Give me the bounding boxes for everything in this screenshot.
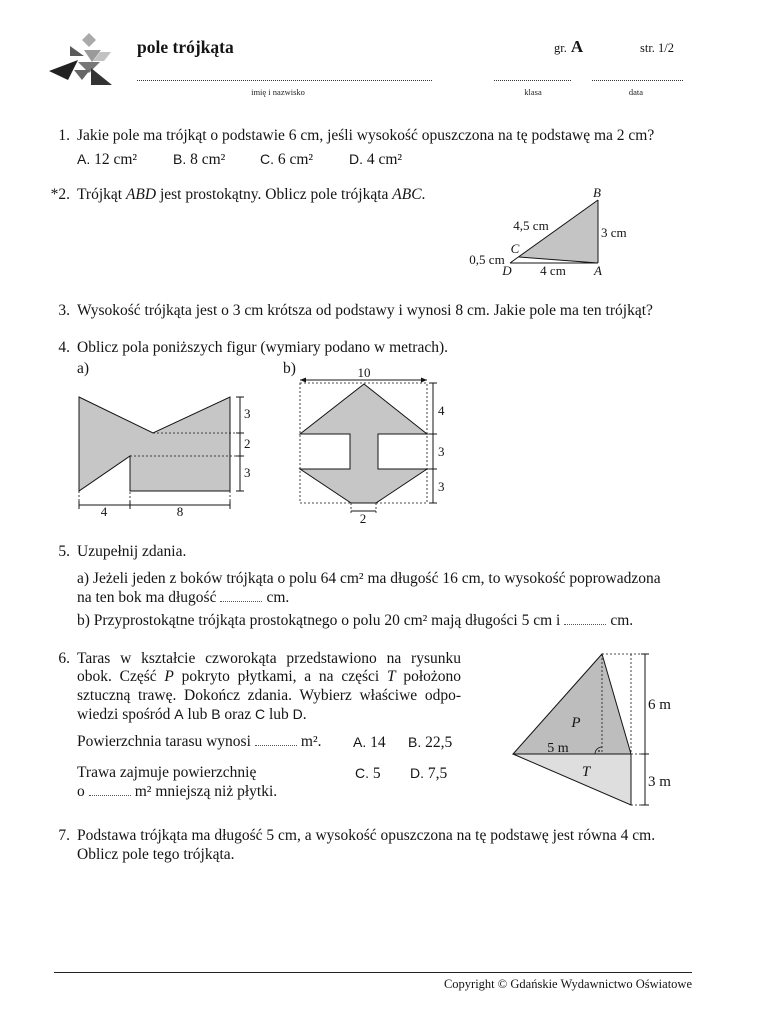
- side-ab-label: 3 cm: [601, 225, 627, 240]
- q6-terrace-figure: [505, 645, 685, 815]
- option-ref-a: A: [174, 706, 184, 722]
- group-prefix: gr.: [554, 41, 567, 55]
- figure-b-shape: [300, 384, 427, 503]
- part-p-triangle: [513, 654, 631, 754]
- dim-right-top: 4: [438, 403, 445, 418]
- dim-right-middle: 2: [244, 436, 251, 451]
- option-value: 22,5: [425, 734, 453, 751]
- height-t-label: 3 m: [648, 774, 671, 790]
- dim-bottom: 2: [359, 511, 367, 526]
- q6-s1-unit: m².: [300, 733, 322, 750]
- page-number: str. 1/2: [640, 41, 675, 55]
- question-5-number: 5.: [58, 543, 70, 560]
- group-letter: A: [570, 37, 584, 56]
- option-letter: D.: [349, 151, 363, 167]
- height-p-label: 6 m: [648, 697, 671, 713]
- q5a-text: na ten bok ma długość: [77, 589, 217, 606]
- class-field-label: klasa: [524, 87, 542, 97]
- side-da-label: 4 cm: [540, 263, 566, 277]
- dim-bottom-right: 8: [176, 504, 184, 519]
- q6-difference-blank[interactable]: [89, 783, 131, 796]
- right-angle-dot: [598, 750, 600, 752]
- date-field-label: data: [628, 87, 644, 97]
- q6-text-part: wiedzi spośród: [77, 706, 175, 723]
- q6-text-part: pokryto płytkami, a na części: [173, 668, 387, 685]
- q6-s3-text: o: [77, 783, 85, 800]
- q6-s1-text: Powierzchnia tarasu wynosi: [77, 733, 251, 750]
- question-1-text: Jakie pole ma trójkąt o podstawie 6 cm, jeśli wysokość opuszczona na tę podstawę ma 2 cm?: [77, 127, 655, 144]
- q6-option-b: [408, 733, 452, 752]
- option-letter: A.: [77, 151, 91, 167]
- q5a-line-1: a) Jeżeli jeden z boków trójkąta o polu 64 cm² ma długość 16 cm, to wysokość poprowadzona: [77, 570, 661, 587]
- publisher-logo: [46, 30, 116, 90]
- q6-text-part: lub: [183, 706, 212, 723]
- q6-s3-rest: m² mniejszą niż płytki.: [134, 783, 278, 800]
- part-t-label: T: [581, 764, 591, 780]
- dim-bottom-left: 4: [100, 504, 108, 519]
- date-field[interactable]: [592, 80, 683, 81]
- figure-a-label: a): [77, 360, 90, 377]
- q1-option-d: [349, 150, 402, 169]
- name-field-label: imię i nazwisko: [251, 87, 305, 97]
- option-value: 12 cm²: [94, 151, 138, 168]
- q1-option-b: [173, 150, 225, 169]
- q6-part-t: T: [386, 668, 396, 685]
- logo-arm: [70, 46, 84, 56]
- question-3-number: 3.: [58, 302, 70, 319]
- option-letter: D.: [410, 765, 424, 781]
- arrowhead-right: [421, 378, 427, 383]
- option-letter: A.: [353, 734, 367, 750]
- q6-text-part: położono: [395, 668, 461, 685]
- q6-sentence-1: [77, 733, 322, 751]
- side-dc-label: 0,5 cm: [469, 252, 505, 267]
- q6-line-2: [77, 668, 461, 686]
- q2-text-part: Trójkąt: [77, 186, 126, 203]
- question-2-text: [77, 186, 425, 204]
- vertex-a-label: A: [594, 263, 602, 277]
- q4-figure-a: [70, 385, 260, 520]
- q2-triangle-abd: ABD: [125, 186, 157, 203]
- logo-leg-right: [91, 68, 112, 85]
- side-cb-label: 4,5 cm: [513, 218, 549, 233]
- option-value: 8 cm²: [190, 151, 226, 168]
- q5a-line-2: [77, 589, 289, 607]
- name-field[interactable]: [137, 80, 432, 81]
- option-ref-d: D: [292, 706, 303, 722]
- q6-part-p: P: [164, 668, 174, 685]
- option-letter: C.: [260, 151, 274, 167]
- part-t-triangle: [513, 754, 631, 805]
- question-5-title: Uzupełnij zdania.: [77, 543, 187, 560]
- question-7-line-1: Podstawa trójkąta ma długość 5 cm, a wysokość opuszczona na tę podstawę jest równa 4 cm.: [77, 827, 656, 844]
- q2-text-part: .: [421, 186, 426, 203]
- diagonal-label: 5 m: [547, 741, 569, 756]
- vertex-c-label: C: [510, 241, 520, 256]
- q5b-answer-blank[interactable]: [564, 612, 606, 625]
- option-ref-b: B: [211, 706, 221, 722]
- q6-text-part: lub: [265, 706, 293, 723]
- vertex-d-label: D: [502, 263, 512, 277]
- q6-option-c: [355, 764, 381, 783]
- q6-line-4: [77, 705, 307, 724]
- group-indicator: [554, 37, 583, 58]
- option-ref-c: C: [254, 706, 266, 722]
- arrowhead-left: [300, 378, 306, 383]
- question-4-number: 4.: [58, 339, 70, 356]
- figure-a-shape: [79, 397, 230, 491]
- question-7-number: 7.: [58, 827, 70, 844]
- logo-knee: [74, 70, 90, 80]
- option-letter: C.: [355, 765, 369, 781]
- question-4-text: Oblicz pola poniższych figur (wymiary podano w metrach).: [77, 339, 449, 356]
- option-letter: B.: [173, 151, 187, 167]
- q2-triangle-figure: [460, 182, 640, 277]
- q6-line-1: Taras w kształcie czworokąta przedstawiono na rysunku: [77, 650, 461, 667]
- q5a-unit: cm.: [266, 589, 290, 606]
- dim-right-bottom: 3: [244, 465, 251, 480]
- q6-area-blank[interactable]: [255, 733, 297, 746]
- q1-option-a: [77, 150, 137, 169]
- question-1-number: 1.: [58, 127, 70, 144]
- question-6-number: 6.: [58, 650, 70, 667]
- q2-triangle-abc: ABC: [392, 186, 422, 203]
- part-p-label: P: [571, 715, 581, 731]
- dim-right-bottom: 3: [438, 479, 445, 494]
- page-title: pole trójkąta: [137, 37, 234, 57]
- q6-line-3: sztuczną trawę. Dokończ zdania. Wybierz właściwe odpo-: [77, 687, 461, 704]
- logo-leg-left: [49, 60, 78, 80]
- option-value: 4 cm²: [366, 151, 403, 168]
- q6-option-a: [353, 733, 386, 752]
- option-value: 6 cm²: [277, 151, 314, 168]
- dim-right-top: 3: [244, 406, 251, 421]
- q6-sentence-2: Trawa zajmuje powierzchnię: [77, 764, 257, 781]
- q6-option-d: [410, 764, 447, 783]
- q5b-line: [77, 612, 633, 630]
- q5b-unit: cm.: [610, 612, 634, 629]
- option-letter: B.: [408, 734, 422, 750]
- question-2-number: *2.: [50, 186, 70, 203]
- q5a-answer-blank[interactable]: [220, 589, 262, 602]
- q6-text-part: .: [302, 706, 307, 723]
- q6-text-part: oraz: [220, 706, 255, 723]
- figure-b-label: b): [283, 360, 296, 377]
- q4-figure-b: [290, 362, 455, 527]
- option-value: 5: [372, 765, 381, 782]
- q1-option-c: [260, 150, 313, 169]
- q2-text-part: jest prostokątny. Oblicz pole trójkąta: [156, 186, 393, 203]
- question-7-line-2: Oblicz pole tego trójkąta.: [77, 846, 235, 863]
- q5b-text: b) Przyprostokątne trójkąta prostokątnego o polu 20 cm² mają długości 5 cm i: [77, 612, 561, 629]
- dim-right-middle: 3: [438, 444, 445, 459]
- question-3-text: Wysokość trójkąta jest o 3 cm krótsza od podstawy i wynosi 8 cm. Jakie pole ma ten trójkąt?: [77, 302, 653, 319]
- q6-text-part: obok. Część: [77, 668, 165, 685]
- q6-sentence-3: [77, 783, 277, 801]
- copyright-notice: Copyright © Gdańskie Wydawnictwo Oświatowe: [443, 977, 692, 991]
- footer-divider: [54, 972, 692, 973]
- class-field[interactable]: [494, 80, 571, 81]
- dim-top: 10: [357, 365, 371, 380]
- vertex-b-label: B: [593, 185, 601, 200]
- option-value: 14: [370, 734, 386, 751]
- logo-diamond: [82, 33, 96, 47]
- option-value: 7,5: [427, 765, 448, 782]
